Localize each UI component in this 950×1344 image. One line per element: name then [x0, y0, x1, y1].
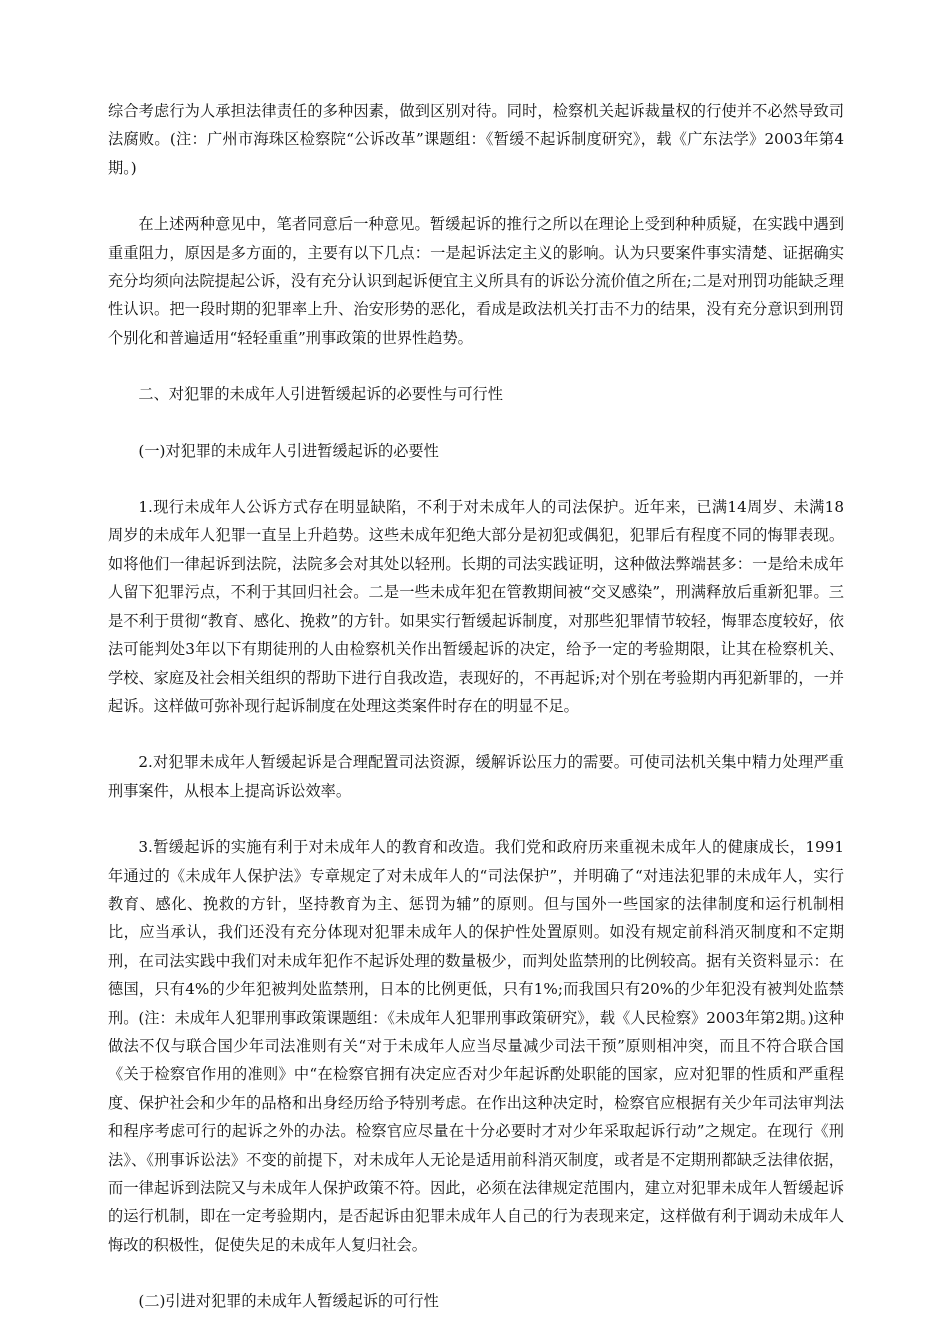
paragraph-point-2: 2.对犯罪未成年人暂缓起诉是合理配置司法资源，缓解诉讼压力的需要。可使司法机关集中精力处理严重刑事案件，从根本上提高诉讼效率。 — [108, 753, 844, 800]
paragraph-opinion: 在上述两种意见中，笔者同意后一种意见。暂缓起诉的推行之所以在理论上受到种种质疑，在实践中遇到重重阻力，原因是多方面的，主要有以下几点：一是起诉法定主义的影响。认为只要案件事实清楚、证据确实充分均须向法院提起公诉，没有充分认识到起诉便宜主义所具有的诉讼分流价值之所在;二是对刑罚功能缺乏理性认识。把一段时期的犯罪率上升、治安形势的恶化，看成是政法机关打击不力的结果，没有充分意识到刑罚个别化和普遍适用“轻轻重重”刑事政策的世界性趋势。 — [108, 215, 844, 347]
paragraph-continuation: 综合考虑行为人承担法律责任的多种因素，做到区别对待。同时，检察机关起诉裁量权的行使并不必然导致司法腐败。(注：广州市海珠区检察院“公诉改革”课题组：《暂缓不起诉制度研究》，载《广东法学》2003年第4期。) — [108, 102, 844, 177]
paragraph-point-3: 3.暂缓起诉的实施有利于对未成年人的教育和改造。我们党和政府历来重视未成年人的健康成长，1991年通过的《未成年人保护法》专章规定了对未成年人的“司法保护”，并明确了“对违法犯罪的未成年人，实行教育、感化、挽救的方针，坚持教育为主、惩罚为辅”的原则。但与国外一些国家的法律制度和运行机制相比，应当承认，我们还没有充分体现对犯罪未成年人的保护性处置原则。如没有规定前科消灭制度和不定期刑，在司法实践中我们对未成年犯作不起诉处理的数量极少，而判处监禁刑的比例较高。据有关资料显示：在德国，只有4%的少年犯被判处监禁刑，日本的比例更低，只有1%;而我国只有20%的少年犯没有被判处监禁刑。(注：未成年人犯罪刑事政策课题组：《未成年人犯罪刑事政策研究》，载《人民检察》2003年第2期。)这种做法不仅与联合国少年司法准则有关“对于未成年人应当尽量减少司法干预”原则相冲突，而且不符合联合国《关于检察官作用的准则》中“在检察官拥有决定应否对少年起诉酌处职能的国家，应对犯罪的性质和严重程度、保护社会和少年的品格和出身经历给予特别考虑。在作出这种决定时，检察官应根据有关少年司法审判法和程序考虑可行的起诉之外的办法。检察官应尽量在十分必要时才对少年采取起诉行动”之规定。在现行《刑法》、《刑事诉讼法》不变的前提下，对未成年人无论是适用前科消灭制度，或者是不定期刑都缺乏法律依据，而一律起诉到法院又与未成年人保护政策不符。因此，必须在法律规定范围内，建立对犯罪未成年人暂缓起诉的运行机制，即在一定考验期内，是否起诉由犯罪未成年人自己的行为表现来定，这样做有利于调动未成年人悔改的积极性，促使失足的未成年人复归社会。 — [108, 838, 844, 1254]
section-heading-2: 二、对犯罪的未成年人引进暂缓起诉的必要性与可行性 — [138, 385, 503, 404]
subsection-heading-necessity: (一)对犯罪的未成年人引进暂缓起诉的必要性 — [138, 441, 439, 460]
document-page — [108, 97, 844, 1344]
paragraph-point-1: 1.现行未成年人公诉方式存在明显缺陷，不利于对未成年人的司法保护。近年来，已满14周岁、未满18周岁的未成年人犯罪一直呈上升趋势。这些未成年犯绝大部分是初犯或偶犯，犯罪后有程度不同的悔罪表现。如将他们一律起诉到法院，法院多会对其处以轻刑。长期的司法实践证明，这种做法弊端甚多：一是给未成年人留下犯罪污点，不利于其回归社会。二是一些未成年犯在管教期间被“交叉感染”，刑满释放后重新犯罪。三是不利于贯彻“教育、感化、挽救”的方针。如果实行暂缓起诉制度，对那些犯罪情节较轻，悔罪态度较好，依法可能判处3年以下有期徒刑的人由检察机关作出暂缓起诉的决定，给予一定的考验期限，让其在检察机关、学校、家庭及社会相关组织的帮助下进行自我改造，表现好的，不再起诉;对个别在考验期内再犯新罪的，一并起诉。这样做可弥补现行起诉制度在处理这类案件时存在的明显不足。 — [108, 498, 844, 715]
subsection-heading-feasibility: (二)引进对犯罪的未成年人暂缓起诉的可行性 — [138, 1292, 439, 1311]
